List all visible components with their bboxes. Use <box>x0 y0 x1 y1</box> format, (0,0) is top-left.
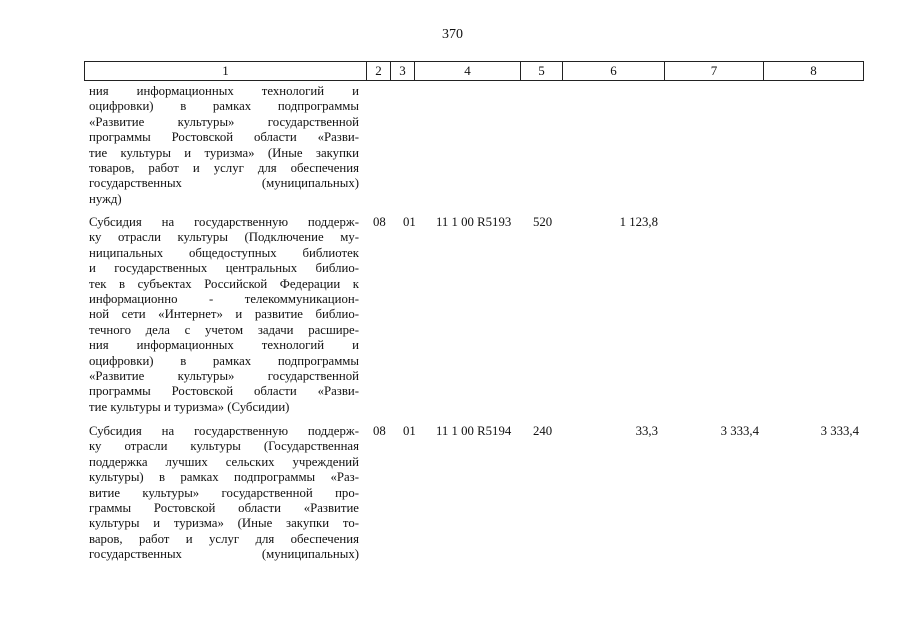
header-col-8: 8 <box>763 62 863 80</box>
cell-amount-1: 33,3 <box>635 424 658 438</box>
text-line: ку отрасли культуры (Подключение му- <box>89 230 359 245</box>
text-line: и государственных центральных библио- <box>89 261 359 276</box>
text-line: товаров, работ и услуг для обеспечения <box>89 161 359 176</box>
text-line: тие культуры и туризма» (Субсидии) <box>89 399 290 414</box>
table-header <box>84 61 864 81</box>
cell-amount-3: 3 333,4 <box>820 424 859 438</box>
row-description <box>89 215 359 415</box>
cell-section: 08 <box>373 424 386 438</box>
header-col-1: 1 <box>222 63 229 78</box>
cell-target-article: 11 1 00 R5194 <box>436 424 512 438</box>
text-line: программы Ростовской области «Разви- <box>89 130 359 145</box>
text-line: информационно - телекоммуникацион- <box>89 292 359 307</box>
text-line: культуры) в рамках подпрограммы «Раз- <box>89 470 359 485</box>
text-line: Субсидия на государственную поддерж- <box>89 215 359 229</box>
header-col-4: 4 <box>414 62 520 80</box>
text-line: государственных (муниципальных) <box>89 547 359 562</box>
text-line: программы Ростовской области «Разви- <box>89 384 359 399</box>
cell-section: 08 <box>373 215 386 229</box>
text-line: «Развитие культуры» государственной <box>89 114 359 129</box>
text-line: варов, работ и услуг для обеспечения <box>89 531 359 546</box>
text-line: культуры и туризма» (Иные закупки то- <box>89 516 359 531</box>
text-line: оцифровки) в рамках подпрограммы <box>89 353 359 368</box>
text-line: Субсидия на государственную поддерж- <box>89 424 359 438</box>
text-line: ниципальных общедоступных библиотек <box>89 245 359 260</box>
cell-expense-type: 520 <box>533 215 553 229</box>
header-col-5: 5 <box>520 62 562 80</box>
header-col-6: 6 <box>562 62 664 80</box>
text-line: нужд) <box>89 191 122 206</box>
cell-subsection: 01 <box>403 424 416 438</box>
cell-expense-type: 240 <box>533 424 553 438</box>
cell-subsection: 01 <box>403 215 416 229</box>
cell-amount-1: 1 123,8 <box>619 215 658 229</box>
text-line: оцифровки) в рамках подпрограммы <box>89 99 359 114</box>
header-col-2: 2 <box>366 62 390 80</box>
cell-amount-2: 3 333,4 <box>720 424 759 438</box>
text-line: ния информационных технологий и <box>89 84 359 98</box>
text-line: ния информационных технологий и <box>89 338 359 353</box>
page-number: 370 <box>442 27 463 42</box>
text-line: «Развитие культуры» государственной <box>89 369 359 384</box>
text-line: тек в субъектах Российской Федерации к <box>89 276 359 291</box>
cell-target-article: 11 1 00 R5193 <box>436 215 512 229</box>
header-col-3: 3 <box>390 62 414 80</box>
row-description <box>89 424 359 563</box>
row-description <box>89 84 359 207</box>
text-line: витие культуры» государственной про- <box>89 485 359 500</box>
text-line: течного дела с учетом задачи расшире- <box>89 322 359 337</box>
header-col-7: 7 <box>664 62 763 80</box>
text-line: ной сети «Интернет» и развитие библио- <box>89 307 359 322</box>
text-line: поддержка лучших сельских учреждений <box>89 454 359 469</box>
text-line: граммы Ростовской области «Развитие <box>89 501 359 516</box>
text-line: тие культуры и туризма» (Иные закупки <box>89 145 359 160</box>
text-line: государственных (муниципальных) <box>89 176 359 191</box>
text-line: ку отрасли культуры (Государственная <box>89 439 359 454</box>
